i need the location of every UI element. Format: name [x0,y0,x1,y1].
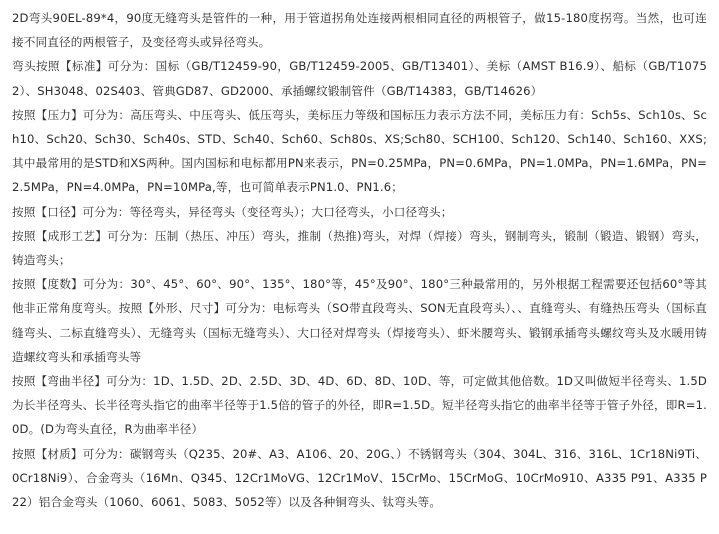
material-paragraph: 按照【材质】可分为：碳钢弯头（Q235、20#、A3、A106、20、20G、）不锈钢弯头（304、304L、316、316L、1Cr18Ni9Ti、0Cr18Ni9）、合金弯头（16Mn、Q345、12Cr1MoVG、12Cr1MoV、15CrMo、15CrMoG、10CrMo910、A335 P91、A335 P22）铝合金弯头（1060、6061、5083、5052等）以及各种铜弯头、钛弯头等。 [12,446,707,510]
standard-paragraph: 弯头按照【标准】可分为：国标（GB/T12459-90，GB/T12459-2005、GB/T13401）、美标（AMST B16.9）、船标（GB/T10752）、SH3048、02S403、管典GD87、GD2000、承插螺纹锻制管件（GB/T14383，GB/T14626） [12,59,707,98]
pressure-paragraph: 按照【压力】可分为：高压弯头、中压弯头、低压弯头，美标压力等级和国标压力表示方法不同，美标压力有：Sch5s、Sch10s、Sch10、Sch20、Sch30、Sch40s、STD、Sch40、Sch60、Sch80s、XS;Sch80、SCH100、Sch120、Sch140、Sch160、XXS;其中最常用的是STD和XS两种。国内国标和电标都用PN来表示，PN=0.25MPa，PN=0.6MPa，PN=1.0MPa，PN=1.6MPa，PN=2.5MPa，PN=4.0MPa，PN=10MPa,等，也可简单表示PN1.0、PN1.6； [12,107,707,195]
degree-shape-paragraph: 按照【度数】可分为：30°、45°、60°、90°、135°、180°等，45°及90°、180°三种最常用的，另外根据工程需要还包括60°等其他非正常角度弯头。按照【外形、尺寸】可分为：电标弯头（SO带直段弯头、SON无直段弯头）、、直缝弯头、有缝热压弯头（国标直缝弯头、二标直缝弯头）、无缝弯头（国标无缝弯头）、大口径对焊弯头（焊接弯头）、虾米腰弯头、锻钢承插弯头螺纹弯头及水暖用铸造螺纹弯头和承插弯头等 [12,277,707,364]
article-body [12,6,707,514]
bend-radius-paragraph: 按照【弯曲半径】可分为：1D、1.5D、2D、2.5D、3D、4D、6D、8D、10D、等，可定做其他倍数。1D又叫做短半径弯头、1.5D为长半径弯头、长半径弯头指它的曲率半径等于1.5倍的管子的外径，即R=1.5D。短半径弯头指它的曲率半径等于管子外径，即R=1.0D。(D为弯头直径，R为曲率半径） [12,374,707,437]
diameter-paragraph: 按照【口径】可分为：等径弯头，异径弯头（变径弯头）；大口径弯头，小口径弯头； [12,204,453,219]
forming-process-paragraph: 按照【成形工艺】可分为：压制（热压、冲压）弯头，推制（热推)弯头，对焊（焊接）弯头，钢制弯头，锻制（锻造、锻钢）弯头，铸造弯头； [12,228,707,268]
intro-paragraph: 2D弯头90EL-89*4，90度无缝弯头是管件的一种，用于管道拐角处连接两根相同直径的两根管子，做15-180度拐弯。当然，也可连接不同直径的两根管子，及变径弯头或异径弯头。 [12,11,707,50]
